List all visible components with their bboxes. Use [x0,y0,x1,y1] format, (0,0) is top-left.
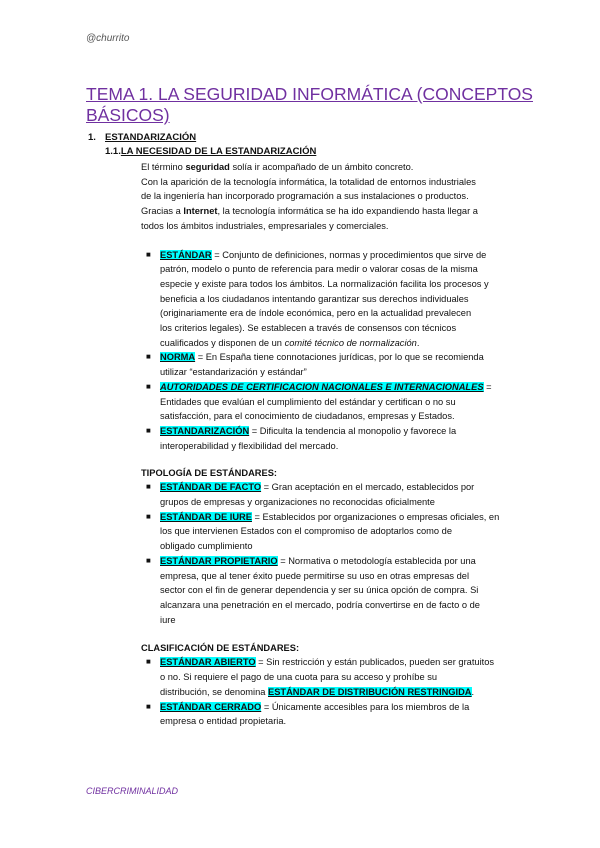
text-line: empresa o entidad propietaria. [160,716,287,727]
list-item [148,350,600,379]
text: = Normativa o metodología establecida por una [277,555,476,566]
text: Gracias a [141,206,184,217]
list-item [148,510,600,554]
highlighted-term: ESTANDARIZACIÓN [160,425,250,436]
text-line: utilizar “estandarización y estándar” [160,367,307,378]
text-line: (originariamente era de índole económica, pero en la actualidad prevalecen [160,308,472,319]
text: . [471,686,475,697]
highlighted-term: ESTÁNDAR ABIERTO [160,657,256,668]
author-handle: @churrito [86,33,130,44]
section-number: 1. [88,132,96,143]
text-line: grupos de empresas y organizaciones no reconocidas oficialmente [160,497,435,508]
text: = Establecidos por organizaciones o empresas oficiales, en [251,511,500,522]
list-item [148,248,600,351]
bullet-icon: ■ [146,555,151,565]
definitions-list [148,248,600,454]
highlighted-term: ESTÁNDAR DE FACTO [160,482,262,493]
highlighted-term: NORMA [160,352,196,363]
bullet-icon: ■ [146,482,151,492]
bullet-icon: ■ [146,381,151,391]
classification-list [148,655,600,729]
subsection-heading [105,145,600,159]
list-item [148,424,600,453]
text-line: beneficia a los ciudadanos intentando garantizar sus derechos individuales [160,293,469,304]
text: = Conjunto de definiciones, normas y procedimientos que sirve de [211,249,487,260]
text: El término [141,162,186,172]
text: = Únicamente accesibles para los miembros de la [261,701,470,712]
highlighted-term: ESTÁNDAR DE IURE [160,511,252,522]
text-line: todos los ámbitos industriales, empresariales y comerciales. [141,220,389,231]
text-line: los criterios legales). Se establecen a través de consensos con técnicos [160,323,457,334]
text-line: especie y existe para todos los ámbitos. La normalización facilita los procesos y [160,278,489,289]
bullet-icon: ■ [146,511,151,521]
typology-list [148,480,600,627]
text-line: Con la aparición de la tecnología informática, la totalidad de entornos industriales [141,176,476,187]
bold-text: Internet [183,206,218,217]
text: . [416,337,420,348]
italic-text: comité técnico de normalización [284,337,417,348]
text-line: iure [160,614,176,625]
text: cualificados y disponen de un [160,337,285,348]
text-line: de la ingeniería han incorporado programación a sus instalaciones o productos. [141,191,469,202]
highlighted-term: AUTORIDADES DE CERTIFICACION NACIONALES E INTERNACIONALES [160,381,484,392]
document-body [0,131,600,729]
text-line: satisfacción, para el conocimiento de ciudadanos, empresas y Estados. [160,411,455,422]
text: distribución, se denomina [160,686,269,697]
section-title: ESTANDARIZACIÓN [105,132,197,143]
bullet-icon: ■ [146,249,151,259]
footer-subject: CIBERCRIMINALIDAD [86,786,179,796]
text-line: los que intervienen Estados con el compromiso de adoptarlos como de [160,526,452,537]
text-line: patrón, modelo o punto de referencia para medir o valorar cosas de la misma [160,264,478,275]
highlighted-term: ESTÁNDAR PROPIETARIO [160,555,278,566]
intro-paragraph [141,160,600,234]
highlighted-term: ESTÁNDAR CERRADO [160,701,262,712]
list-item [148,700,600,729]
title-line: BÁSICOS) [86,105,170,125]
bullet-icon: ■ [146,425,151,435]
text-line: interoperabilidad y flexibilidad del mercado. [160,440,339,451]
list-item [148,380,600,424]
list-item [148,480,600,509]
text-line: alcanzara una penetración en el mercado, podría convertirse en de facto o de [160,599,480,610]
text: = Sin restricción y están publicados, pueden ser gratuitos [255,657,495,668]
text-line: Entidades que evalúan el cumplimiento del estándar y certifican o no su [160,396,456,407]
subsection-number: 1.1. [105,146,121,157]
text: , la tecnología informática se ha ido expandiendo hasta llegar a [217,206,478,217]
page-title [86,84,533,126]
text: = En España tiene connotaciones jurídicas, por lo que se recomienda [195,352,484,363]
text-line: sector con el fin de generar dependencia y ser su única opción de compra. Si [160,585,479,596]
subsection-title: LA NECESIDAD DE LA ESTANDARIZACIÓN [120,146,317,157]
text: = Dificulta la tendencia al monopolio y favorece la [249,425,457,436]
text: = [483,381,492,392]
bullet-icon: ■ [146,657,151,667]
typology-heading: TIPOLOGÍA DE ESTÁNDARES: [141,468,278,479]
section-heading [88,131,600,145]
highlighted-term: ESTÁNDAR DE DISTRIBUCIÓN RESTRINGIDA [268,686,472,697]
bold-text: seguridad [185,162,230,172]
text: solía ir acompañado de un ámbito concreto. [229,162,414,172]
list-item [148,554,600,628]
bullet-icon: ■ [146,352,151,362]
bullet-icon: ■ [146,701,151,711]
highlighted-term: ESTÁNDAR [160,249,212,260]
list-item [148,655,600,699]
title-line: TEMA 1. LA SEGURIDAD INFORMÁTICA (CONCEPTOS [86,84,533,104]
text: = Gran aceptación en el mercado, establecidos por [261,482,475,493]
text-line: obligado cumplimiento [160,541,253,552]
text-line: o no. Si requiere el pago de una cuota para su acceso y prohíbe su [160,672,438,683]
classification-heading: CLASIFICACIÓN DE ESTÁNDARES: [141,643,300,654]
text-line: empresa, que al tener éxito puede permitirse su uso en otras empresas del [160,570,470,581]
